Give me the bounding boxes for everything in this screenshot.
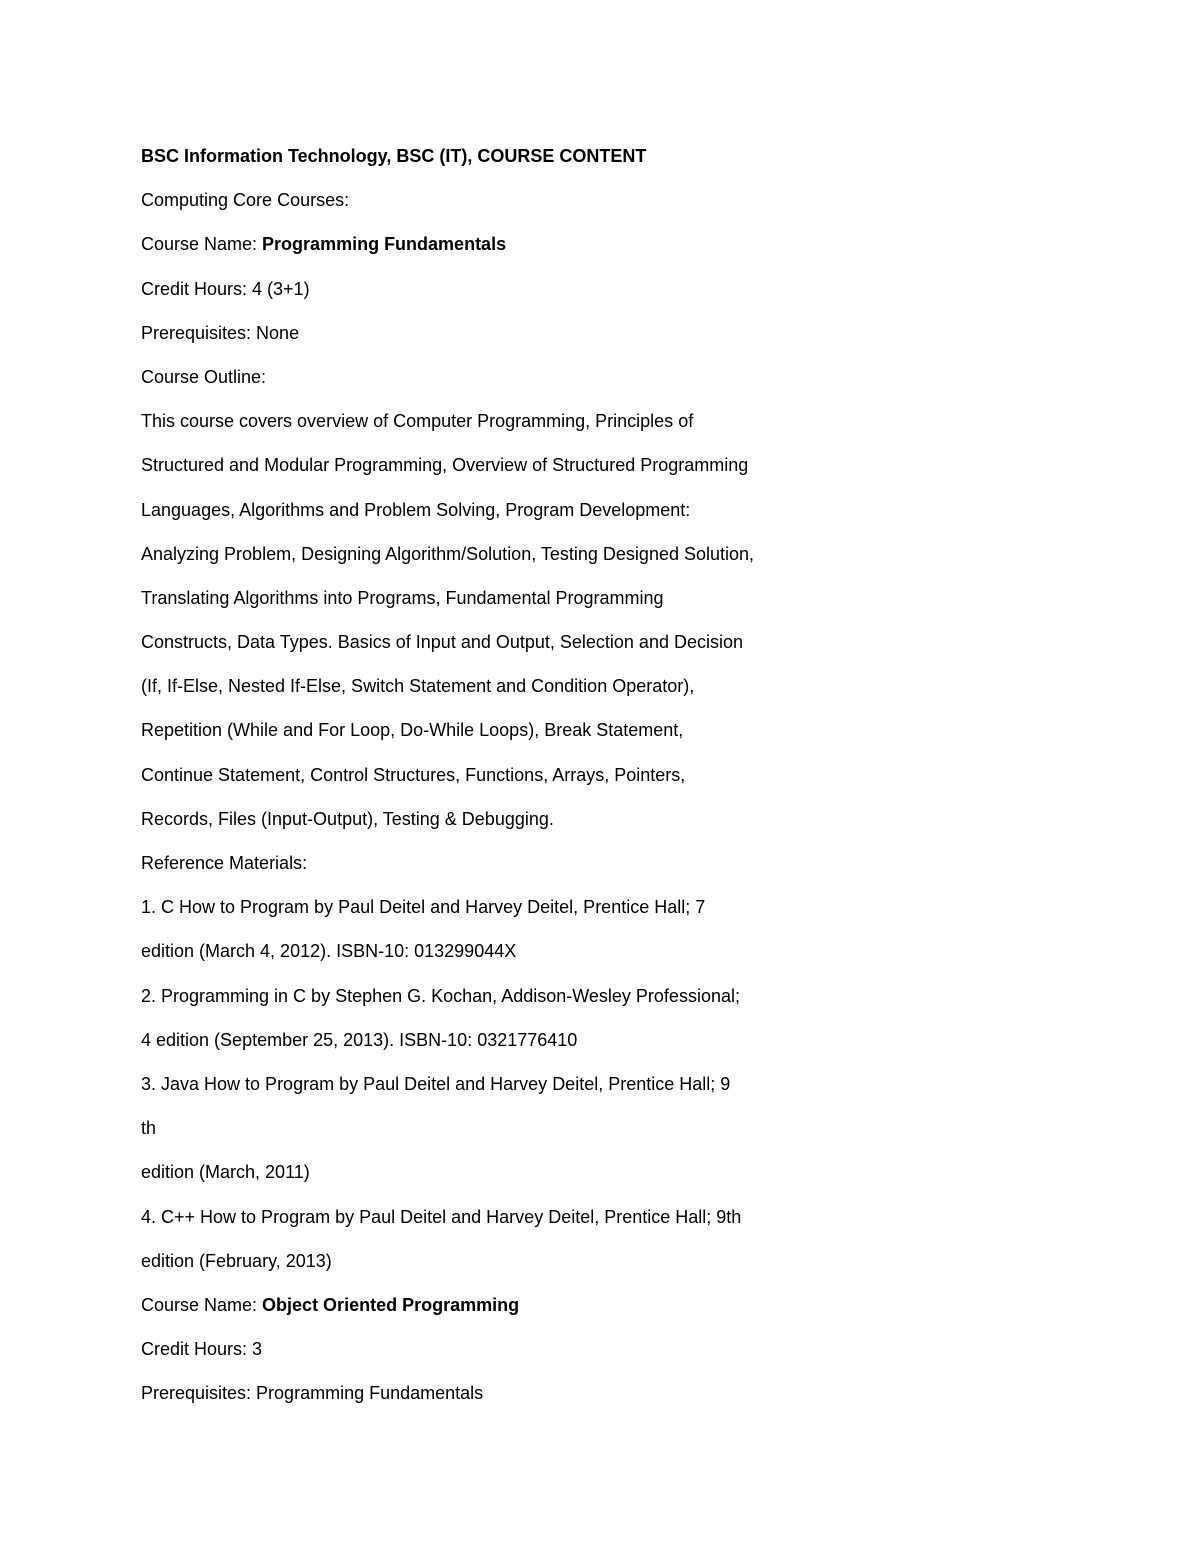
course1-reference-line: 3. Java How to Program by Paul Deitel and Harvey Deitel, Prentice Hall; 9: [141, 1073, 731, 1094]
document-title: BSC Information Technology, BSC (IT), COURSE CONTENT: [141, 146, 647, 166]
course1-outline-line: Analyzing Problem, Designing Algorithm/Solution, Testing Designed Solution,: [141, 543, 755, 564]
course1-reference-line: edition (March, 2011): [141, 1162, 310, 1183]
course1-outline-line: Languages, Algorithms and Problem Solving, Program Development:: [141, 499, 691, 520]
course1-outline-line: Repetition (While and For Loop, Do-While Loops), Break Statement,: [141, 720, 684, 741]
course1-outline-line: Records, Files (Input-Output), Testing & Debugging.: [141, 808, 554, 829]
course2-name-value: Object Oriented Programming: [262, 1294, 520, 1315]
course1-outline-line: (If, If-Else, Nested If-Else, Switch Statement and Condition Operator),: [141, 676, 695, 697]
document-body: [141, 142, 861, 1423]
course1-reference-line: edition (February, 2013): [141, 1250, 332, 1271]
course1-name-value: Programming Fundamentals: [262, 234, 507, 255]
course1-reference-line: edition (March 4, 2012). ISBN-10: 013299044X: [141, 941, 517, 962]
course1-outline-line: Translating Algorithms into Programs, Fundamental Programming: [141, 587, 664, 608]
course1-outline-line: Constructs, Data Types. Basics of Input and Output, Selection and Decision: [141, 632, 743, 653]
course1-outline-label: Course Outline:: [141, 366, 267, 387]
course1-reference-line: 4 edition (September 25, 2013). ISBN-10: 0321776410: [141, 1029, 578, 1050]
course1-name-line: [141, 230, 861, 274]
course1-reference-label: Reference Materials:: [141, 853, 308, 873]
course1-outline-line: This course covers overview of Computer Programming, Principles of: [141, 411, 694, 432]
course1-reference-line: th: [141, 1118, 157, 1139]
course1-outline-line: Continue Statement, Control Structures, Functions, Arrays, Pointers,: [141, 764, 686, 785]
course2-name-label: Course Name:: [141, 1294, 263, 1315]
course1-prerequisites: Prerequisites: None: [141, 322, 300, 343]
course1-credit-hours: Credit Hours: 4 (3+1): [141, 278, 310, 299]
course2-credit-hours: Credit Hours: 3: [141, 1339, 263, 1360]
section-heading: Computing Core Courses:: [141, 190, 350, 211]
course1-name-label: Course Name:: [141, 234, 263, 255]
course2-name-line: [141, 1291, 861, 1335]
course1-reference-line: 4. C++ How to Program by Paul Deitel and Harvey Deitel, Prentice Hall; 9th: [141, 1206, 742, 1227]
course1-reference-line: 1. C How to Program by Paul Deitel and Harvey Deitel, Prentice Hall; 7: [141, 897, 706, 918]
course2-prerequisites: Prerequisites: Programming Fundamentals: [141, 1383, 484, 1404]
course1-reference-line: 2. Programming in C by Stephen G. Kochan, Addison-Wesley Professional;: [141, 985, 740, 1006]
course1-outline-line: Structured and Modular Programming, Overview of Structured Programming: [141, 455, 749, 476]
